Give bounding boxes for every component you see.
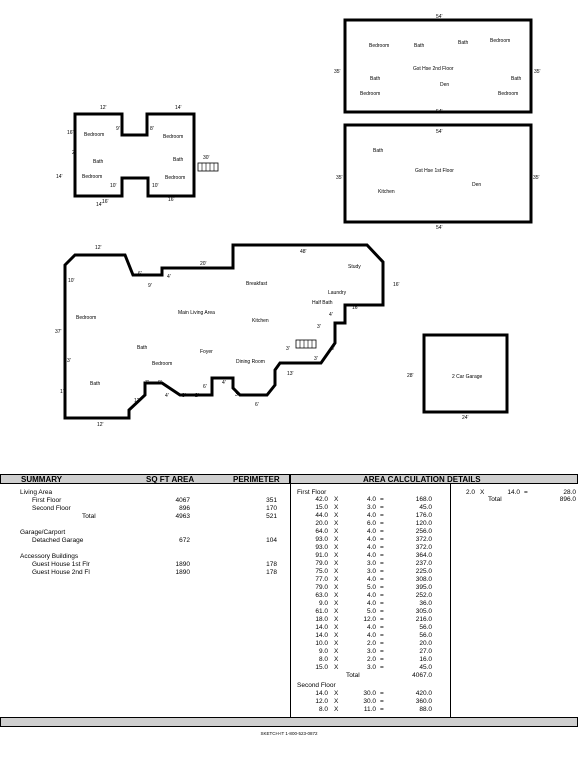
calc-cell: 36.0 [419,600,432,607]
calc-cell: 93.0 [315,536,328,543]
calc-cell: = [380,648,384,655]
gh1-room: Kitchen [378,189,395,195]
second-dim: 14' [56,174,63,180]
calc-cell: X [334,592,339,599]
second-room: Bath [173,157,184,163]
first-room: Laundry [328,290,347,296]
calc-cell: X [334,520,339,527]
calc-cell: 360.0 [415,698,432,705]
calc-cell: = [380,536,384,543]
first-dim: 4' [329,312,333,318]
footer-bar [0,717,578,727]
calc-cell: 15.0 [315,504,328,511]
calc-cell: 63.0 [315,592,328,599]
calc-cell: 5.0 [366,584,376,591]
calc-cell: 16.0 [419,656,432,663]
calc-cell: 14.0 [507,489,520,496]
calc-cell: = [380,592,384,599]
stairs-treads [300,340,312,348]
first-room: Foyer [200,349,213,355]
details-header-bar [290,474,578,484]
calc-cell: 176.0 [415,512,432,519]
first-room: Dining Room [236,359,265,365]
second-dim: 16' [168,197,175,203]
details-header: AREA CALCULATION DETAILS [363,475,481,484]
summary-row-perimeter: 178 [266,569,277,576]
gh2-room: Bath [458,40,469,46]
first-dim: 6' [255,402,259,408]
first-total-value: 4067.0 [412,672,432,679]
calc-cell: 372.0 [415,536,432,543]
calc-cell: 9.0 [318,648,328,655]
calc-cell: 45.0 [419,504,432,511]
second-room: Bedroom [84,132,105,138]
calc-cell: X [334,552,339,559]
summary-row-label: First Floor [32,497,62,504]
calc-cell: X [334,706,339,713]
calc-cell: = [380,552,384,559]
calc-cell: X [334,656,339,663]
second-floor-outline [75,114,194,196]
summary-row-area: 1890 [175,561,190,568]
gh2-dim-bottom: 54' [436,109,443,115]
summary-row-label: Detached Garage [32,537,84,544]
calc-cell: 45.0 [419,664,432,671]
first-dim: 6' [138,271,142,277]
calc-cell: 20.0 [315,520,328,527]
calc-cell: = [380,616,384,623]
calc-cell: 30.0 [363,690,376,697]
first-room: Study [348,264,361,270]
calc-cell: 4.0 [366,528,376,535]
summary-row-label: Total [82,513,96,520]
calc-cell: 3.0 [366,664,376,671]
second-dim: 14' [96,202,103,208]
second-dim: 14' [175,105,182,111]
calc-cell: 252.0 [415,592,432,599]
sketch-credit: SKETCH-IT 1-800-523-0872 [260,731,318,736]
calc-cell: X [334,698,339,705]
first-dim: 13' [287,371,294,377]
summary-table [0,474,578,730]
calc-cell: 120.0 [415,520,432,527]
calc-cell: 364.0 [415,552,432,559]
first-dim: 5' [331,346,335,352]
gh1-title: Gst Hse 1st Floor [415,168,454,174]
second-dim: 10' [152,183,159,189]
gh2-room: Bath [511,76,522,82]
gh2-room: Bedroom [360,91,381,97]
calc-cell: = [380,690,384,697]
first-dim: 3' [314,356,318,362]
gh1-room: Den [472,182,482,188]
second-room: Bath [93,159,104,165]
first-floor-outline [65,245,383,418]
calc-cell: = [380,512,384,519]
calc-cell: X [334,568,339,575]
second-dim: 12' [100,105,107,111]
calc-cell: = [380,568,384,575]
calc-cell: 30.0 [363,698,376,705]
calc-cell: 3.0 [366,504,376,511]
calc-cell: 8.0 [318,706,328,713]
first-room: Breakfast [246,281,268,287]
calc-cell: 4.0 [366,632,376,639]
stairs-icon [296,340,316,348]
calc-cell: = [380,520,384,527]
calc-cell: = [380,632,384,639]
calc-cell: = [524,489,528,496]
calc-cell: = [380,576,384,583]
calc-cell: 4.0 [366,552,376,559]
stairs-icon [198,163,218,171]
calc-cell: 14.0 [315,624,328,631]
first-floor-label: First Floor [297,489,327,496]
calc-cell: = [380,608,384,615]
first-room: Bath [90,381,101,387]
calc-cell: = [380,560,384,567]
calc-cell: = [380,706,384,713]
second-dim: 9' [116,126,120,132]
first-dim: 12' [97,422,104,428]
calc-cell: 93.0 [315,544,328,551]
calc-cell: X [334,496,339,503]
summary-row-label: Guest House 1st Flr [32,561,90,568]
calc-cell: X [334,560,339,567]
summary-row-area: 4963 [175,513,190,520]
calc-cell: 168.0 [415,496,432,503]
gh2-dim-right: 35' [534,69,541,75]
stairs-treads [202,163,214,171]
first-dim: 37' [55,329,62,335]
calc-cell: 79.0 [315,560,328,567]
calc-cell: 4.0 [366,576,376,583]
calc-cell: 2.0 [366,640,376,647]
gh2-dim-top: 54' [436,14,443,20]
first-room: Kitchen [252,318,269,324]
second-dim: 16' [67,130,74,136]
perimeter-header: PERIMETER [233,475,280,484]
first-dim: 48' [300,249,307,255]
calc-cell: X [334,648,339,655]
calc-cell: 4.0 [366,536,376,543]
summary-row-area: 896 [179,505,190,512]
summary-row-area: 1890 [175,569,190,576]
calc-cell: X [334,576,339,583]
calc-cell: 5.0 [366,608,376,615]
garage-dim-bottom: 24' [462,415,469,421]
gh2-room: Bedroom [369,43,390,49]
first-dim: 16' [393,282,400,288]
second-dim: 10' [110,183,117,189]
calc-cell: 2.0 [465,489,475,496]
gh2-room: Bath [414,43,425,49]
calc-cell: 4.0 [366,496,376,503]
calc-cell: 77.0 [315,576,328,583]
first-dim: 3' [67,358,71,364]
garage-dim-left: 28' [407,373,414,379]
calc-cell: X [334,504,339,511]
first-dim: 8' [158,380,162,386]
first-room: Bedroom [152,361,173,367]
calc-cell: 14.0 [315,690,328,697]
summary-row-label: Guest House 2nd Fl [32,569,90,576]
first-dim: 4' [167,274,171,280]
calc-cell: 15.0 [315,664,328,671]
calc-cell: X [334,600,339,607]
first-dim: 9' [148,283,152,289]
gh2-room: Den [440,82,450,88]
summary-row-perimeter: 351 [266,497,277,504]
calc-cell: = [380,528,384,535]
summary-row-perimeter: 170 [266,505,277,512]
gh1-dim-left: 35' [336,175,343,181]
first-room: Main Living Area [178,310,215,316]
calc-cell: = [380,600,384,607]
calc-cell: 56.0 [419,624,432,631]
calc-cell: 44.0 [315,512,328,519]
first-dim: 17' [60,389,67,395]
calc-cell: 4.0 [366,600,376,607]
calc-cell: = [380,584,384,591]
summary-row-perimeter: 178 [266,561,277,568]
calc-cell: 27.0 [419,648,432,655]
calc-cell: 75.0 [315,568,328,575]
calc-cell: = [380,656,384,663]
calc-cell: 3.0 [366,648,376,655]
area-header: SQ FT AREA [146,475,195,484]
first-dim: 3' [235,392,239,398]
first-dim: 10' [68,278,75,284]
calc-cell: 10.0 [315,640,328,647]
calc-cell: 79.0 [315,584,328,591]
calc-cell: = [380,698,384,705]
calc-cell: 3.0 [366,560,376,567]
calc-cell: 28.0 [563,489,576,496]
first-dim: 7' [145,380,149,386]
first-dim: 12' [95,245,102,251]
second-room: Bedroom [165,175,186,181]
gh1-dim-top: 54' [436,129,443,135]
gh2-title: Gst Hse 2nd Floor [413,66,454,72]
summary-header-bar [0,474,290,484]
calc-cell: = [380,544,384,551]
calc-cell: 91.0 [315,552,328,559]
calc-cell: 20.0 [419,640,432,647]
calc-cell: = [380,640,384,647]
calc-cell: = [380,624,384,631]
second-room: Bedroom [82,174,103,180]
first-dim: 2' [195,393,199,399]
second-total-label: Total [488,496,502,503]
first-dim: 3' [317,324,321,330]
calc-cell: X [334,664,339,671]
calc-cell: 64.0 [315,528,328,535]
calc-cell: 3.0 [366,568,376,575]
first-total-label: Total [346,672,360,679]
gh1-dim-bottom: 54' [436,225,443,231]
summary-row-perimeter: 521 [266,513,277,520]
first-dim: 3' [182,393,186,399]
first-dim: 3' [286,346,290,352]
summary-row-perimeter: 104 [266,537,277,544]
second-total-value: 896.0 [559,496,576,503]
calc-cell: X [334,640,339,647]
calc-cell: 42.0 [315,496,328,503]
second-dim: 16' [102,199,109,205]
calc-cell: 2.0 [366,656,376,663]
calc-cell: X [334,512,339,519]
calc-cell: 6.0 [366,520,376,527]
first-dim: 12' [134,398,141,404]
second-room: Bedroom [163,134,184,140]
calc-cell: 225.0 [415,568,432,575]
calc-cell: 11.0 [363,706,376,713]
column-divider [450,484,451,720]
calc-cell: 4.0 [366,592,376,599]
gh2-dim-left: 35' [334,69,341,75]
calc-cell: X [334,536,339,543]
calc-cell: 12.0 [363,616,376,623]
calc-cell: 18.0 [315,616,328,623]
first-dim: 16' [352,305,359,311]
calc-cell: X [334,624,339,631]
first-dim: 20' [200,261,207,267]
summary-row-label: Living Area [20,489,53,496]
calc-cell: 4.0 [366,624,376,631]
calc-cell: X [334,528,339,535]
summary-row-label: Accessory Buildings [20,553,79,560]
calc-cell: X [334,584,339,591]
calc-cell: X [334,632,339,639]
first-dim: 6' [203,384,207,390]
second-dim: 8' [150,126,154,132]
calc-cell: = [380,504,384,511]
calc-cell: X [334,690,339,697]
calc-cell: 256.0 [415,528,432,535]
column-divider [290,484,291,720]
calc-cell: 4.0 [366,512,376,519]
summary-row-area: 672 [179,537,190,544]
first-room: Bath [137,345,148,351]
summary-row-area: 4067 [175,497,190,504]
calc-cell: = [380,664,384,671]
calc-cell: 372.0 [415,544,432,551]
calc-cell: 8.0 [318,656,328,663]
second-dim: 2' [72,150,76,156]
summary-header: SUMMARY [21,475,63,484]
calc-cell: X [334,616,339,623]
calc-cell: 14.0 [315,632,328,639]
calc-cell: X [334,544,339,551]
calc-cell: 56.0 [419,632,432,639]
calc-cell: 216.0 [415,616,432,623]
calc-cell: 420.0 [415,690,432,697]
summary-row-label: Second Floor [32,505,71,512]
calc-cell: 305.0 [415,608,432,615]
calc-cell: X [480,489,485,496]
first-room: Half Bath [312,300,333,306]
calc-cell: 12.0 [315,698,328,705]
first-dim: 4' [165,393,169,399]
calc-cell: 308.0 [415,576,432,583]
calc-cell: 395.0 [415,584,432,591]
gh2-room: Bedroom [490,38,511,44]
calc-cell: = [380,496,384,503]
calc-cell: 61.0 [315,608,328,615]
calc-cell: 4.0 [366,544,376,551]
gh1-dim-right: 35' [533,175,540,181]
gh2-room: Bedroom [498,91,519,97]
second-dim: 30' [203,155,210,161]
summary-row-label: Garage/Carport [20,529,66,536]
calc-cell: 88.0 [419,706,432,713]
gh1-room: Bath [373,148,384,154]
calc-cell: X [334,608,339,615]
second-floor-label: Second Floor [297,682,336,689]
calc-cell: 9.0 [318,600,328,607]
first-room: Bedroom [76,315,97,321]
first-dim: 4' [222,380,226,386]
calc-cell: 237.0 [415,560,432,567]
garage-title: 2 Car Garage [452,374,483,380]
gh2-room: Bath [370,76,381,82]
